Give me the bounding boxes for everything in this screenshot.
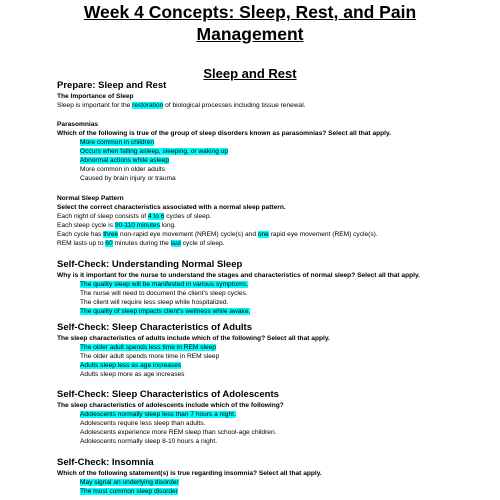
self-check-adolescents [57, 389, 487, 446]
answer-option-text: Adults sleep more as age increases [80, 371, 185, 378]
answer-option [80, 307, 487, 316]
text-segment: Each cycle has [57, 231, 104, 238]
answer-option [80, 289, 487, 298]
answer-option-text: Caused by brain injury or trauma [80, 175, 176, 182]
highlight-segment: 90-110 minutes [114, 222, 160, 229]
prepare-block [57, 80, 487, 110]
highlight-segment: last [170, 240, 181, 247]
section-title: Sleep and Rest [203, 66, 297, 81]
normal-sleep-block [57, 194, 487, 248]
answer-option [80, 138, 487, 147]
answer-option-text: The older adult spends less time in REM sleep [80, 344, 216, 351]
answer-option [80, 165, 487, 174]
text-segment: cycle of sleep. [180, 240, 225, 247]
text-segment: REM lasts up to [57, 240, 106, 247]
self-check-normal-sleep [57, 259, 487, 316]
answer-option-text: The quality sleep will be manifested in various symptoms. [80, 281, 248, 288]
normal-sleep-question: Select the correct characteristics associated with a normal sleep pattern. [57, 204, 286, 211]
text-segment: non-rapid eye movement (NREM) cycle(s) and [118, 231, 258, 238]
answer-option [80, 352, 487, 361]
self-check-options [57, 478, 487, 496]
answer-option [80, 343, 487, 352]
text-segment: Each sleep cycle is [57, 222, 115, 229]
answer-option-text: The most common sleep disorder [80, 488, 178, 495]
normal-sleep-line [57, 239, 487, 248]
parasomnias-question: Which of the following is true of the group of sleep disorders known as parasomnias? Select all that apply. [57, 130, 392, 137]
self-check-options [57, 343, 487, 379]
self-check-question: The sleep characteristics of adults include which of the following? Select all that apply. [57, 335, 330, 342]
answer-option-text: Adolescents require less sleep than adults. [80, 420, 206, 427]
self-check-adults [57, 322, 487, 379]
text-segment: Each night of sleep consists of [57, 213, 148, 220]
normal-sleep-line [57, 212, 487, 221]
answer-option-text: Adults sleep less as age increases [80, 362, 182, 369]
answer-option [80, 437, 487, 446]
self-check-options [57, 410, 487, 446]
answer-option-text: Occurs when falling asleep, sleeping, or waking up [80, 148, 229, 155]
answer-option [80, 410, 487, 419]
parasomnias-heading: Parasomnias [57, 121, 99, 128]
normal-sleep-heading: Normal Sleep Pattern [57, 195, 124, 202]
answer-option-text: The older adult spends more time in REM sleep [80, 353, 220, 360]
self-check-question: Which of the following statement(s) is true regarding insomnia? Select all that apply. [57, 470, 322, 477]
self-check-heading: Self-Check: Sleep Characteristics of Adolescents [57, 389, 279, 400]
answer-option [80, 478, 487, 487]
answer-option-text: Adolescents experience more REM sleep than school-age children. [80, 429, 277, 436]
answer-option-text: The nurse will need to document the client's sleep cycles. [80, 290, 248, 297]
prepare-text [57, 101, 487, 110]
text-segment: minutes during the [112, 240, 171, 247]
normal-sleep-line [57, 230, 487, 239]
document-title [0, 0, 500, 45]
answer-option-text: More common in older adults [80, 166, 166, 173]
text-segment: long. [159, 222, 177, 229]
text-segment: cycles of sleep. [164, 213, 212, 220]
answer-option [80, 428, 487, 437]
self-check-heading: Self-Check: Understanding Normal Sleep [57, 259, 243, 270]
answer-option [80, 156, 487, 165]
title-line-2: Management [196, 24, 304, 44]
answer-option [80, 174, 487, 183]
answer-option [80, 361, 487, 370]
self-check-options [57, 280, 487, 316]
answer-option-text: Adolescents normally sleep less than 7 hours a night. [80, 411, 236, 418]
self-check-heading: Self-Check: Sleep Characteristics of Adults [57, 322, 252, 333]
parasomnias-block [57, 120, 487, 183]
title-line-1: Week 4 Concepts: Sleep, Rest, and Pain [83, 2, 417, 22]
text-segment: of biological processes including tissue renewal. [163, 102, 306, 109]
answer-option-text: The quality of sleep impacts client's wellness while awake. [80, 308, 251, 315]
answer-option-text: Abnormal actions while asleep [80, 157, 170, 164]
highlight-segment: 60 [105, 240, 113, 247]
parasomnias-options [57, 138, 487, 183]
answer-option-text: The client will require less sleep while hospitalized. [80, 299, 229, 306]
answer-option [80, 487, 487, 496]
text-segment: Sleep is important for the [57, 102, 133, 109]
answer-option [80, 370, 487, 379]
prepare-subheading: The Importance of Sleep [57, 93, 134, 100]
answer-option [80, 419, 487, 428]
answer-option-text: More common in children [80, 139, 155, 146]
self-check-question: The sleep characteristics of adolescents include which of the following? [57, 402, 284, 409]
highlight-segment: three [103, 231, 119, 238]
self-check-insomnia [57, 457, 487, 496]
answer-option-text: Adolescents normally sleep 8-10 hours a night. [80, 438, 218, 445]
normal-sleep-line [57, 221, 487, 230]
answer-option-text: May signal an underlying disorder [80, 479, 179, 486]
answer-option [80, 280, 487, 289]
text-segment: rapid eye movement (REM) cycle(s). [268, 231, 378, 238]
answer-option [80, 298, 487, 307]
highlight-segment: restoration [132, 102, 164, 109]
self-check-heading: Self-Check: Insomnia [57, 457, 154, 468]
highlight-segment: one [257, 231, 269, 238]
highlight-segment: 4 to 6 [147, 213, 165, 220]
prepare-heading: Prepare: Sleep and Rest [57, 80, 167, 91]
answer-option [80, 147, 487, 156]
self-check-question: Why is it important for the nurse to understand the stages and characteristics of normal sleep? Select all that apply. [57, 272, 420, 279]
